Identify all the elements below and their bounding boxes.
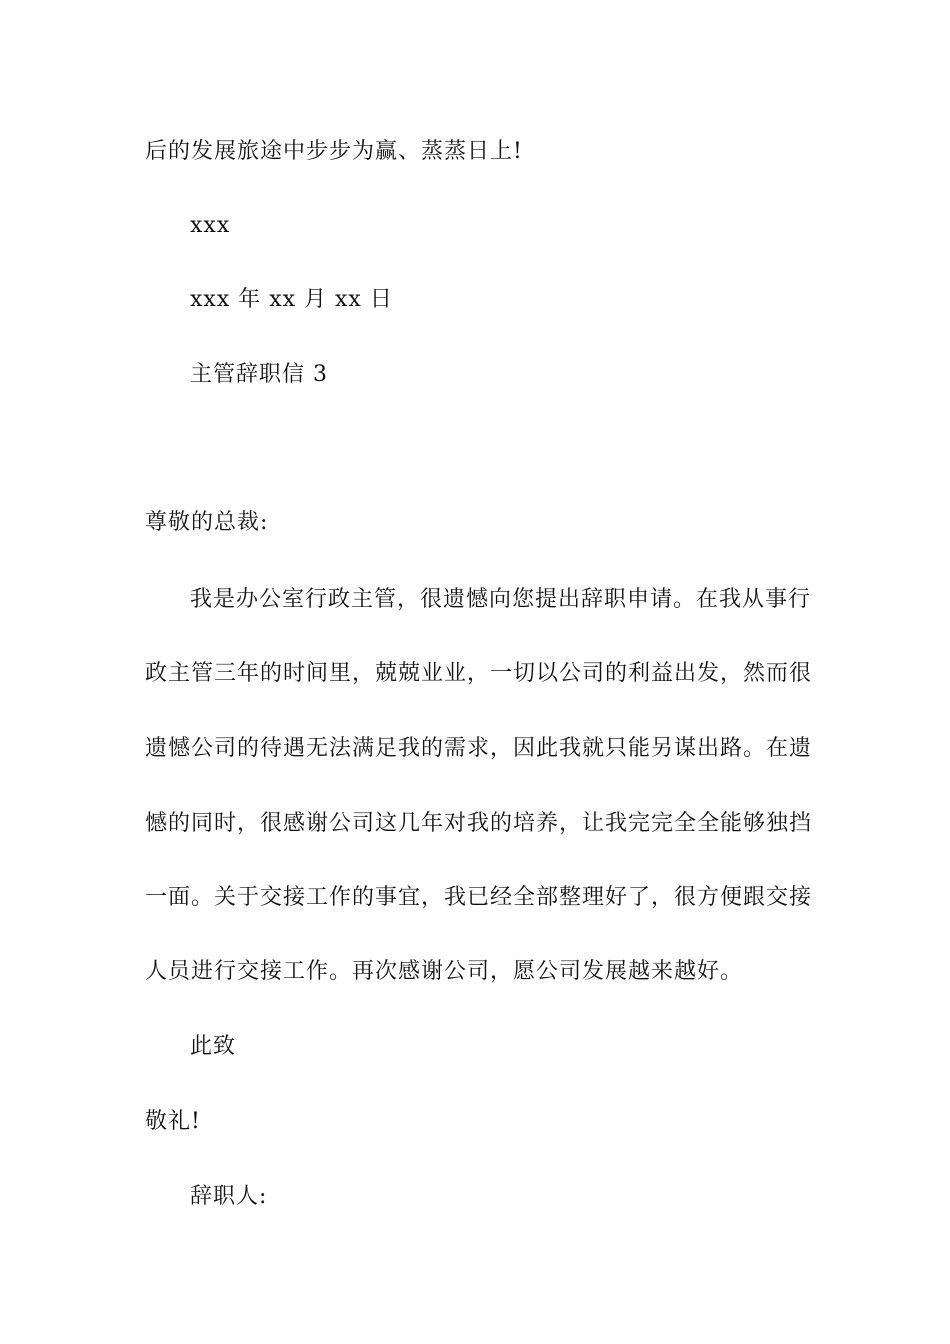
- body-line: 一面。关于交接工作的事宜，我已经全部整理好了，很方便跟交接: [145, 885, 813, 910]
- resigner-label: 辞职人:: [190, 1184, 268, 1209]
- continuation-line: 后的发展旅途中步步为赢、蒸蒸日上!: [145, 139, 523, 164]
- salutation: 尊敬的总裁:: [145, 510, 269, 535]
- body-line: 我是办公室行政主管，很遗憾向您提出辞职申请。在我从事行: [190, 587, 812, 612]
- closing-line-1: 此致: [190, 1034, 237, 1059]
- body-line: 遗憾公司的待遇无法满足我的需求，因此我就只能另谋出路。在遗: [145, 736, 813, 761]
- section-title: 主管辞职信 3: [190, 362, 328, 387]
- signature-name: xxx: [190, 213, 231, 238]
- signature-date: xxx 年 xx 月 xx 日: [190, 287, 393, 312]
- body-line: 憾的同时，很感谢公司这几年对我的培养，让我完完全全能够独挡: [145, 811, 813, 836]
- closing-line-2: 敬礼!: [145, 1109, 201, 1134]
- body-line: 人员进行交接工作。再次感谢公司，愿公司发展越来越好。: [145, 959, 744, 984]
- body-line: 政主管三年的时间里，兢兢业业，一切以公司的利益出发，然而很: [145, 661, 813, 686]
